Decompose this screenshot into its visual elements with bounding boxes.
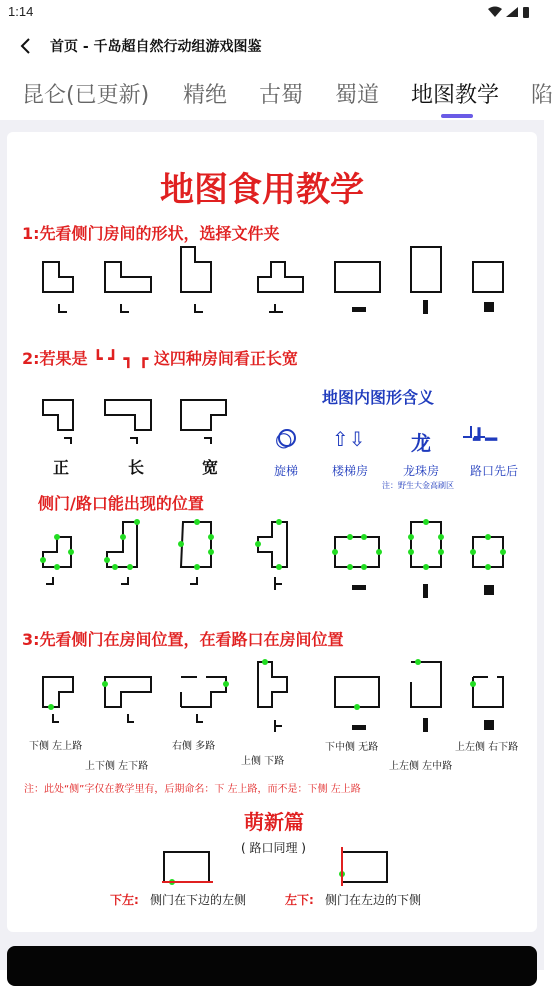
beginner-title: 萌新篇 <box>244 810 304 834</box>
tab-shudao[interactable]: 蜀道 <box>335 83 380 108</box>
room-diagrams <box>7 132 537 932</box>
label-chang: 长 <box>128 458 145 477</box>
door-positions-heading: 侧门/路口能出现的位置 <box>38 494 204 513</box>
step3-heading: 3:先看侧门在房间位置，在看路口在房间位置 <box>22 630 344 649</box>
app-bar <box>0 26 544 66</box>
beginner-right-desc: 侧门在左边的下侧 <box>325 893 422 907</box>
tutorial-note: 注：此处“侧”字仅在教学里有，后期命名：下 左上路，而不是：下侧 左上路 <box>24 784 361 795</box>
legend-title: 地图内图形含义 <box>322 388 435 407</box>
step3-label: 上左侧 右下路 <box>455 742 519 753</box>
status-time: 1:14 <box>8 4 34 19</box>
legend-item-dragon: 龙珠房 <box>403 464 440 478</box>
beginner-subtitle: ( 路口同理 ) <box>241 841 306 855</box>
beginner-right-key: 左下: <box>285 893 314 907</box>
content-area[interactable] <box>0 120 544 970</box>
step3-label: 上侧 下路 <box>241 756 285 767</box>
label-kuan: 宽 <box>202 458 219 477</box>
status-bar <box>0 0 544 24</box>
tab-indicator <box>441 114 473 118</box>
label-zheng: 正 <box>53 458 70 477</box>
dragon-icon: 龙 <box>411 431 431 455</box>
step3-label: 下中侧 无路 <box>325 742 379 753</box>
spiral-stair-icon: ○ <box>275 427 293 451</box>
step3-label: 上下侧 左下路 <box>85 761 149 772</box>
step1-heading: 1:先看侧门房间的形状，选择文件夹 <box>22 224 280 243</box>
junction-icon: ┛━ <box>473 427 498 451</box>
next-card[interactable] <box>7 946 537 986</box>
tab-bar <box>0 72 553 118</box>
tab-gushu[interactable]: 古蜀 <box>259 83 304 108</box>
signal-icon <box>506 7 518 17</box>
step2-heading: 2:若果是 ┗ ┛ ┓ ┏ 这四种房间看正长宽 <box>22 349 298 368</box>
tutorial-image <box>7 132 537 932</box>
stairs-icon: ⇧⇩ <box>332 427 366 451</box>
tab-partial[interactable]: 陷 <box>531 83 553 108</box>
legend-item-stairs: 楼梯房 <box>332 464 369 478</box>
battery-icon <box>523 7 529 18</box>
legend-item-junction: 路口先后 <box>470 464 519 478</box>
tab-kunlun[interactable]: 昆仑(已更新) <box>22 83 150 108</box>
beginner-left-key: 下左: <box>110 893 139 907</box>
status-icons <box>486 4 532 23</box>
back-arrow-icon[interactable] <box>14 34 38 58</box>
step3-label: 上左侧 左中路 <box>389 761 453 772</box>
step3-label: 右侧 多路 <box>172 741 216 752</box>
legend-note: 注：野生大金高刷区 <box>382 481 454 490</box>
wifi-icon <box>488 7 502 18</box>
step3-label: 下侧 左上路 <box>29 741 83 752</box>
article-title: 地图食用教学 <box>160 170 364 210</box>
page-title: 首页 - 千岛超自然行动组游戏图鉴 <box>50 39 262 55</box>
beginner-left-desc: 侧门在下边的左侧 <box>150 893 247 907</box>
tab-map-tutorial[interactable]: 地图教学 <box>411 83 500 108</box>
tab-jingjue[interactable]: 精绝 <box>183 83 228 108</box>
legend-item-spiral: 旋梯 <box>274 464 299 478</box>
